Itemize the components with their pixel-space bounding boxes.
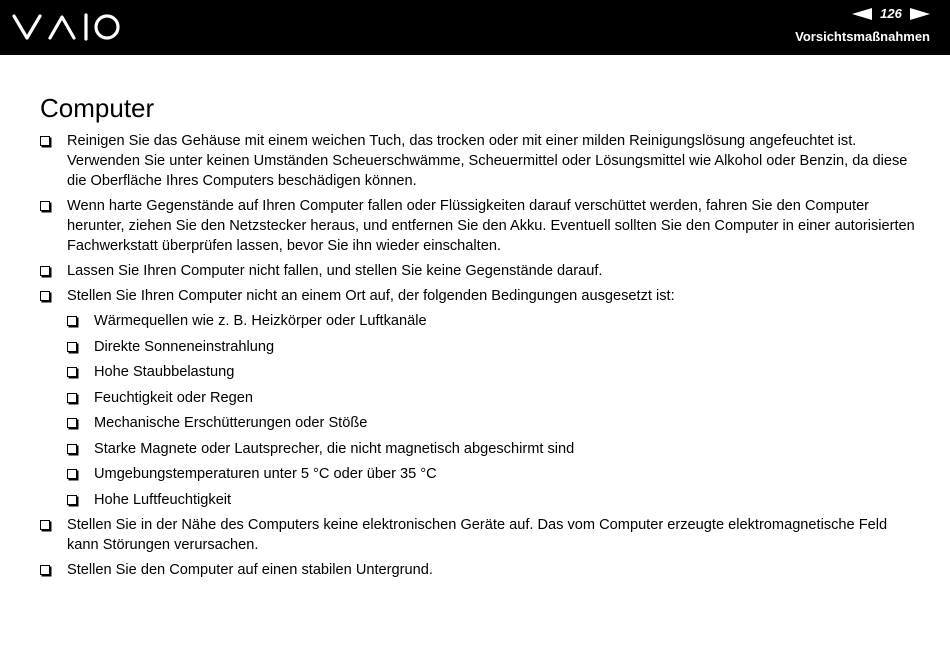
list-item-text: Lassen Sie Ihren Computer nicht fallen, und stellen Sie keine Gegenstände darauf. <box>67 263 603 279</box>
page-header <box>0 0 950 55</box>
checkbox-bullet-icon <box>67 444 77 454</box>
checkbox-bullet-icon <box>40 565 50 575</box>
checkbox-bullet-icon <box>67 367 77 377</box>
page-title: Computer <box>40 93 155 123</box>
section-title: Vorsichtsmaßnahmen <box>795 29 930 44</box>
list-item <box>40 131 920 191</box>
checkbox-bullet-icon <box>40 291 50 301</box>
sublist-item <box>67 311 920 331</box>
sublist-item <box>67 388 920 408</box>
checkbox-bullet-icon <box>67 316 77 326</box>
sublist-item <box>67 413 920 433</box>
prev-page-arrow-icon[interactable] <box>852 8 872 20</box>
sublist-item-text: Starke Magnete oder Lautsprecher, die nicht magnetisch abgeschirmt sind <box>94 440 575 457</box>
page-navigation <box>852 6 930 21</box>
list-item <box>40 196 920 256</box>
vaio-logo-icon <box>12 12 120 42</box>
sublist-item <box>67 490 920 510</box>
checkbox-bullet-icon <box>67 342 77 352</box>
checkbox-bullet-icon <box>40 136 50 146</box>
checkbox-bullet-icon <box>40 520 50 530</box>
sublist-item <box>67 362 920 382</box>
sublist-item-text: Direkte Sonneneinstrahlung <box>94 338 275 355</box>
sublist-item <box>67 337 920 357</box>
sublist-item-text: Wärmequellen wie z. B. Heizkörper oder Luftkanäle <box>94 313 427 329</box>
checkbox-bullet-icon <box>67 495 77 505</box>
checkbox-bullet-icon <box>67 418 77 428</box>
checkbox-bullet-icon <box>67 469 77 479</box>
sublist-item-text: Feuchtigkeit oder Regen <box>94 389 254 406</box>
list-item <box>40 560 920 580</box>
list-item-text: Stellen Sie den Computer auf einen stabilen Untergrund. <box>67 562 433 578</box>
checkbox-bullet-icon <box>67 393 77 403</box>
checkbox-bullet-icon <box>40 201 50 211</box>
sublist-item <box>67 439 920 459</box>
list-item <box>40 261 920 281</box>
precautions-list <box>40 131 920 585</box>
sublist-item-text: Umgebungstemperaturen unter 5 °C oder über 35 °C <box>94 466 437 482</box>
next-page-arrow-icon[interactable] <box>910 8 930 20</box>
page-number: 126 <box>880 6 902 21</box>
list-item <box>40 286 920 510</box>
list-item-text: Stellen Sie Ihren Computer nicht an einem Ort auf, der folgenden Bedingungen ausgesetzt ist: <box>67 288 675 304</box>
list-item-text: Wenn harte Gegenstände auf Ihren Computer fallen oder Flüssigkeiten darauf verschüttet werden, fahren Sie den Computer herunter, ziehen Sie den Netzstecker heraus, und entfernen Sie den Akku. Eventuell sollten Sie den Computer in einer autorisierten Fachwerkstatt überprüfen lassen, bevor Sie ihn wieder einschalten. <box>67 198 915 254</box>
list-item-text: Reinigen Sie das Gehäuse mit einem weichen Tuch, das trocken oder mit einer milden Reinigungslösung angefeuchtet ist. Verwenden Sie unter keinen Umständen Scheuerschwämme, Scheuermittel oder Lösungsmittel wie Alkohol oder Benzin, da diese die Oberfläche Ihres Computers beschädigen können. <box>67 133 908 189</box>
list-item <box>40 515 920 555</box>
checkbox-bullet-icon <box>40 266 50 276</box>
conditions-sublist <box>67 311 920 510</box>
list-item-text: Stellen Sie in der Nähe des Computers keine elektronischen Geräte auf. Das vom Computer erzeugte elektromagnetische Feld kann Störungen verursachen. <box>67 517 888 553</box>
sublist-item <box>67 464 920 484</box>
sublist-item-text: Hohe Luftfeuchtigkeit <box>94 491 232 508</box>
sublist-item-text: Hohe Staubbelastung <box>94 364 235 380</box>
sublist-item-text: Mechanische Erschütterungen oder Stöße <box>94 415 368 431</box>
